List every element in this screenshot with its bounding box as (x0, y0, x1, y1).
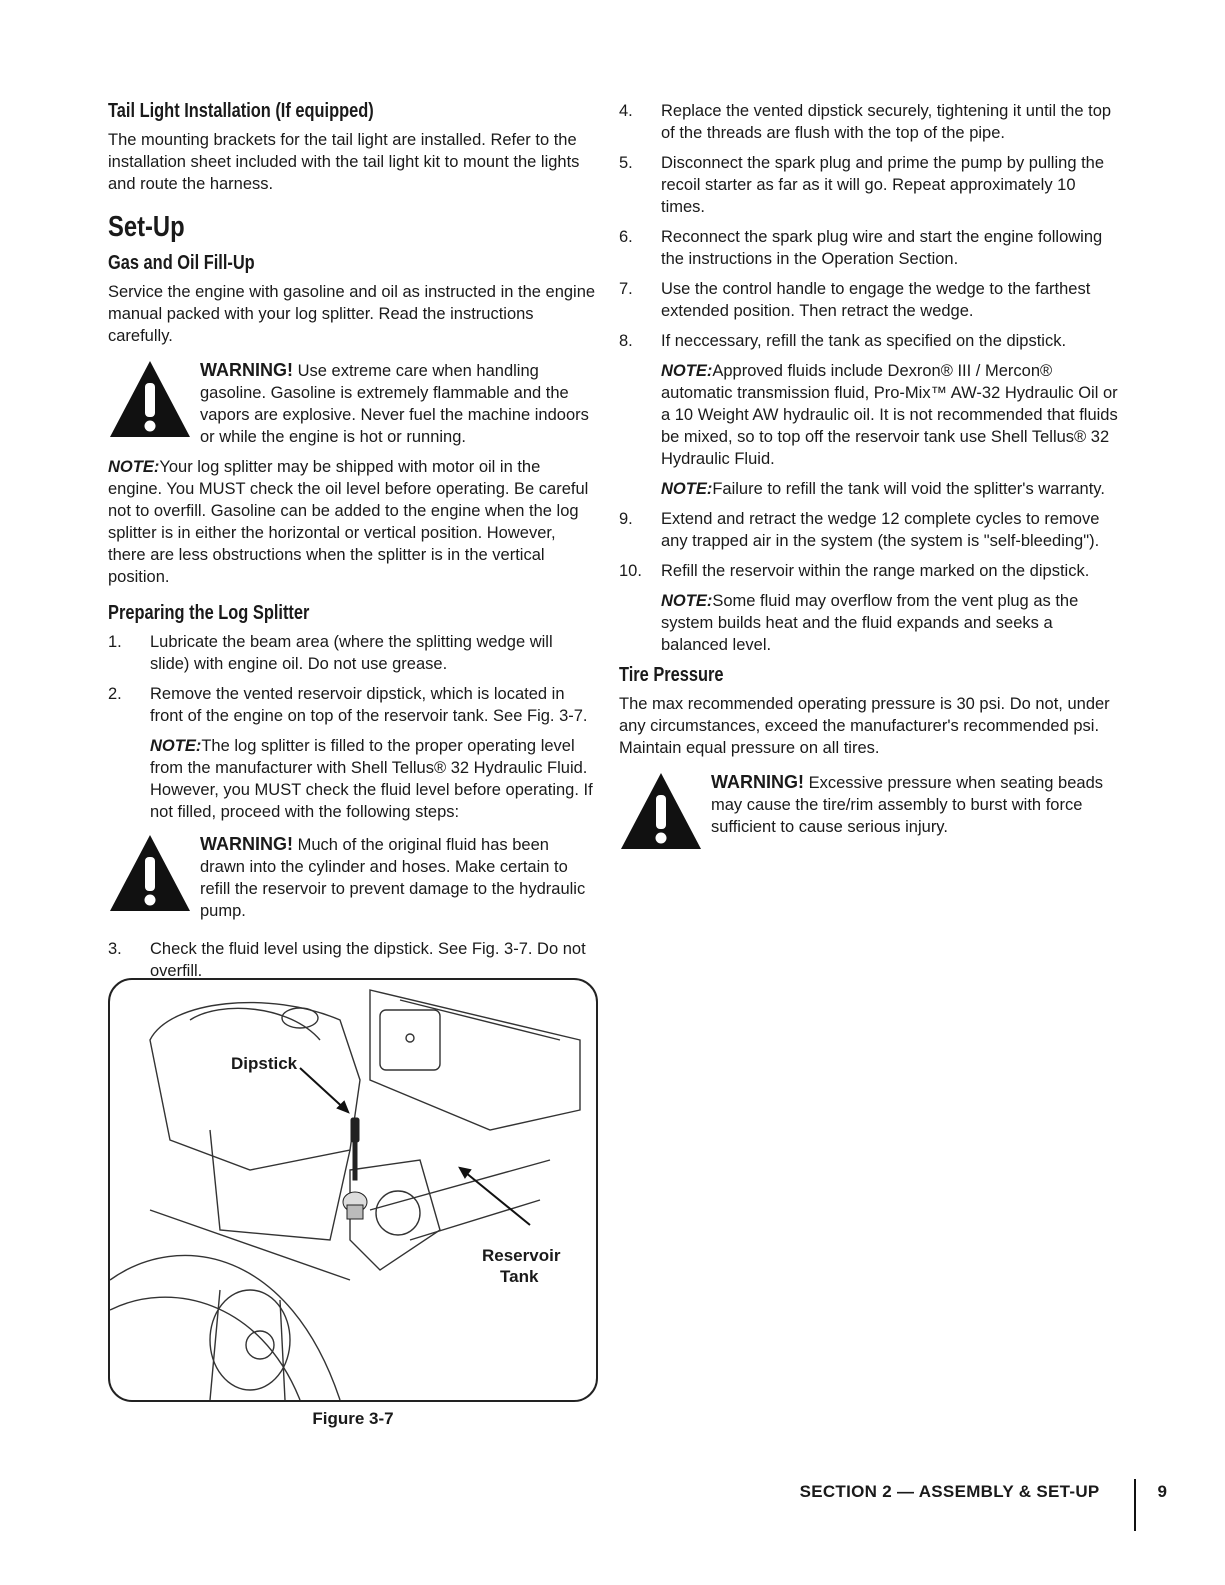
step-number: 9. (619, 510, 633, 528)
tire-pressure-heading: Tire Pressure (619, 664, 724, 686)
setup-heading: Set-Up (108, 211, 185, 243)
step-text: If neccessary, refill the tank as specified on the dipstick. (661, 332, 1067, 350)
note-label: NOTE: (661, 362, 713, 380)
right-column (619, 100, 1119, 864)
warning-label: WARNING! (200, 360, 293, 380)
step-text: Disconnect the spark plug and prime the pump by pulling the recoil starter as far as it will go. Repeat approximately 10 times. (661, 154, 1105, 216)
note-fluid (150, 735, 596, 823)
figure-caption: Figure 3-7 (312, 1409, 394, 1428)
warning-text: Excessive pressure when seating beads may cause the tire/rim assembly to burst with force sufficient to cause serious injury. (711, 774, 1104, 836)
step-10 (619, 560, 1119, 656)
warning-label: WARNING! (711, 772, 804, 792)
step-number: 4. (619, 102, 633, 120)
step-number: 2. (108, 685, 122, 703)
step-text: Remove the vented reservoir dipstick, which is located in front of the engine on top of the reservoir tank. See Fig. 3-7. (150, 685, 588, 725)
note-text: Failure to refill the tank will void the splitter's warranty. (712, 480, 1105, 498)
note-overflow (661, 590, 1119, 656)
step-text: Extend and retract the wedge 12 complete cycles to remove any trapped air in the system (the system is "self-bleeding"). (661, 510, 1100, 550)
warning-block-gasoline (108, 359, 596, 448)
note-label: NOTE: (661, 592, 713, 610)
log-splitter-drawing (110, 980, 596, 1400)
page-footer (800, 1479, 1167, 1531)
page-number: 9 (1157, 1482, 1167, 1501)
step-number: 6. (619, 228, 633, 246)
gas-oil-heading: Gas and Oil Fill-Up (108, 252, 255, 274)
step-text: Check the fluid level using the dipstick. See Fig. 3-7. Do not overfill. (150, 940, 586, 980)
warning-text: Use extreme care when handling gasoline. Gasoline is extremely flammable and the vapors are explosive. Never fuel the machine indoors or while the engine is hot or running. (200, 362, 589, 446)
tail-light-text: The mounting brackets for the tail light are installed. Refer to the installation sheet included with the tail light kit to mount the lights and route the harness. (108, 131, 580, 193)
step-8 (619, 330, 1119, 500)
tail-light-heading: Tail Light Installation (If equipped) (108, 100, 374, 122)
step-7 (619, 278, 1119, 322)
step-6 (619, 226, 1119, 270)
step-number: 7. (619, 280, 633, 298)
warning-block-fluid (108, 833, 596, 922)
warning-triangle-icon (108, 833, 200, 922)
warning-label: WARNING! (200, 834, 293, 854)
note-label: NOTE: (661, 480, 713, 498)
left-column (108, 100, 596, 990)
step-number: 5. (619, 154, 633, 172)
note-warranty (661, 478, 1119, 500)
note-text: Some fluid may overflow from the vent plug as the system builds heat and the fluid expands and seeks a balanced level. (661, 592, 1079, 654)
note-text: The log splitter is filled to the proper operating level from the manufacturer with Shell Tellus® 32 Hydraulic Fluid. However, you MUST check the fluid level before operating. If not filled, proceed with the following steps: (150, 737, 593, 821)
step-text: Refill the reservoir within the range marked on the dipstick. (661, 562, 1090, 580)
warning-triangle-icon (619, 771, 711, 856)
step-3 (108, 938, 596, 982)
step-text: Lubricate the beam area (where the splitting wedge will slide) with engine oil. Do not use grease. (150, 633, 553, 673)
warning-triangle-icon (108, 359, 200, 448)
step-4 (619, 100, 1119, 144)
step-number: 1. (108, 633, 122, 651)
step-number: 10. (619, 562, 642, 580)
figure-3-7-illustration (108, 978, 598, 1402)
note-approved-fluids (661, 360, 1119, 470)
step-2 (108, 683, 596, 930)
warning-text: Much of the original fluid has been drawn into the cylinder and hoses. Make certain to refill the reservoir to prevent damage to the hydraulic pump. (200, 836, 586, 920)
preparing-heading: Preparing the Log Splitter (108, 602, 310, 624)
step-text: Use the control handle to engage the wedge to the farthest extended position. Then retract the wedge. (661, 280, 1091, 320)
step-9 (619, 508, 1119, 552)
reservoir-label: Reservoir (482, 1246, 561, 1265)
note-oil (108, 456, 596, 588)
gas-oil-text: Service the engine with gasoline and oil as instructed in the engine manual packed with your log splitter. Read the instructions carefully. (108, 283, 596, 345)
step-text: Replace the vented dipstick securely, tightening it until the top of the threads are flush with the top of the pipe. (661, 102, 1112, 142)
step-number: 3. (108, 940, 122, 958)
note-text: Approved fluids include Dexron® III / Mercon® automatic transmission fluid, Pro-Mix™ AW-32 Hydraulic Oil or a 10 Weight AW hydraulic oil. It is not recommended that fluids be mixed, so to top off the reservoir tank use Shell Tellus® 32 Hydraulic Fluid. (661, 362, 1118, 468)
step-5 (619, 152, 1119, 218)
section-title: SECTION 2 — ASSEMBLY & SET-UP (799, 1482, 1100, 1501)
note-label: NOTE: (108, 458, 160, 476)
warning-block-tire (619, 771, 1119, 856)
note-label: NOTE: (150, 737, 202, 755)
step-1 (108, 631, 596, 675)
footer-divider (1134, 1479, 1136, 1531)
note-text: Your log splitter may be shipped with motor oil in the engine. You MUST check the oil level before operating. Be careful not to overfill. Gasoline can be added to the engine when the log splitter is in either the horizontal or vertical position. However, there are less obstructions when the splitter is in the vertical position. (108, 458, 589, 586)
step-number: 8. (619, 332, 633, 350)
dipstick-label: Dipstick (231, 1054, 298, 1073)
step-text: Reconnect the spark plug wire and start the engine following the instructions in the Operation Section. (661, 228, 1103, 268)
tire-pressure-text: The max recommended operating pressure is 30 psi. Do not, under any circumstances, exceed the manufacturer's recommended psi. Maintain equal pressure on all tires. (619, 695, 1110, 757)
tank-label: Tank (500, 1267, 539, 1286)
